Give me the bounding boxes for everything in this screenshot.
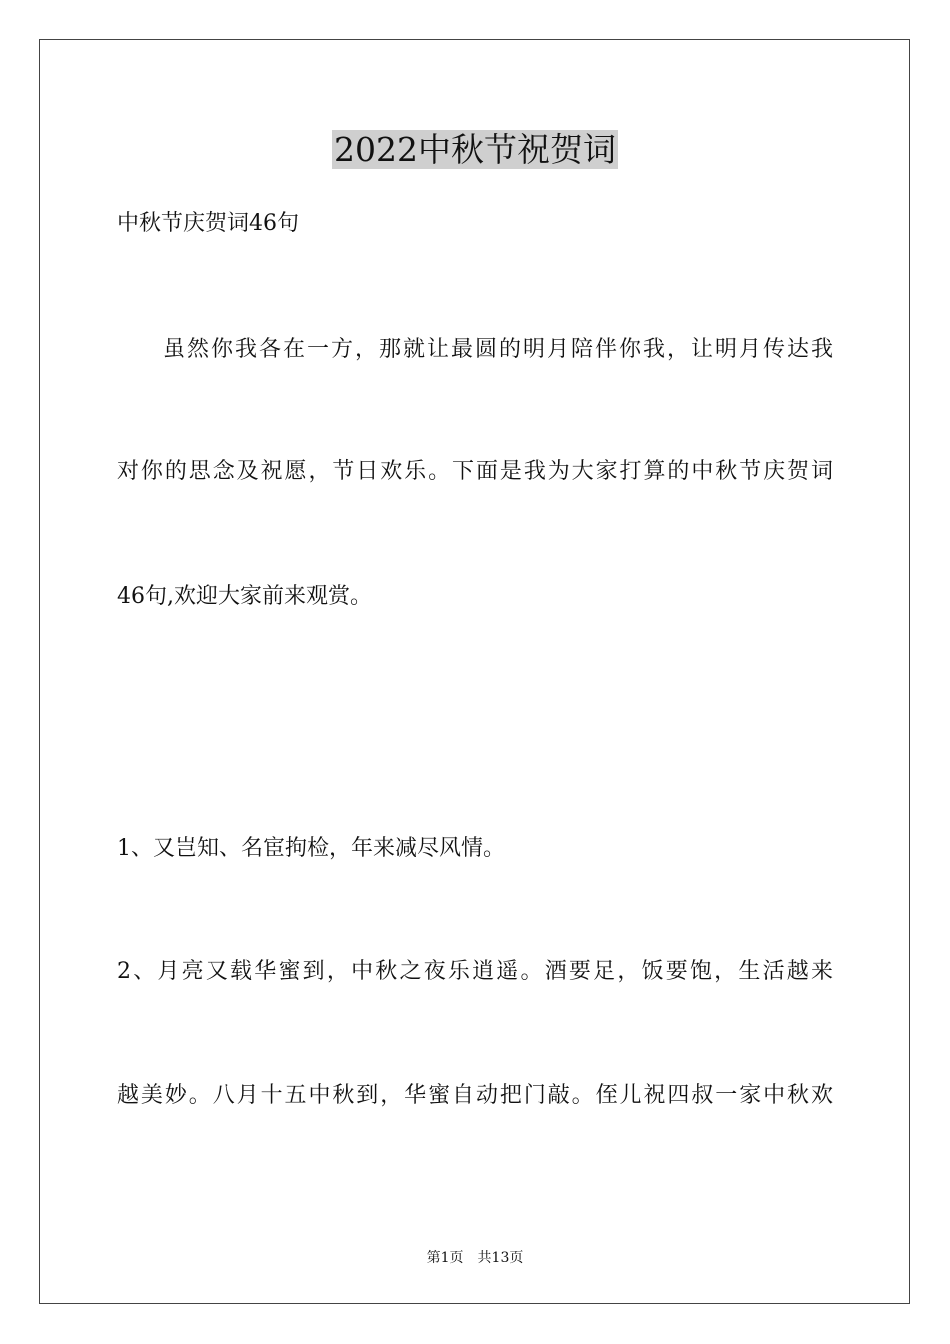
document-title	[0, 128, 950, 172]
list-item-2: 2、月亮又载华蜜到，中秋之夜乐逍遥。酒要足，饭要饱，生活越来	[117, 959, 833, 984]
title-text: 2022中秋节祝贺词	[334, 130, 616, 169]
list-item-2-continued: 越美妙。八月十五中秋到，华蜜自动把门敲。侄儿祝四叔一家中秋欢	[117, 1083, 833, 1108]
subtitle: 中秋节庆贺词46句	[117, 211, 299, 236]
page-total: 共13页	[477, 1250, 524, 1266]
page-footer	[0, 1248, 950, 1268]
list-item-1: 1、又岂知、名宦拘检，年来减尽风情。	[117, 836, 505, 861]
page-number: 第1页	[426, 1250, 464, 1266]
intro-line-3: 46句,欢迎大家前来观赏。	[117, 584, 372, 609]
intro-line-2: 对你的思念及祝愿，节日欢乐。下面是我为大家打算的中秋节庆贺词	[117, 459, 833, 484]
intro-line-1: 虽然你我各在一方，那就让最圆的明月陪伴你我，让明月传达我	[163, 337, 833, 362]
